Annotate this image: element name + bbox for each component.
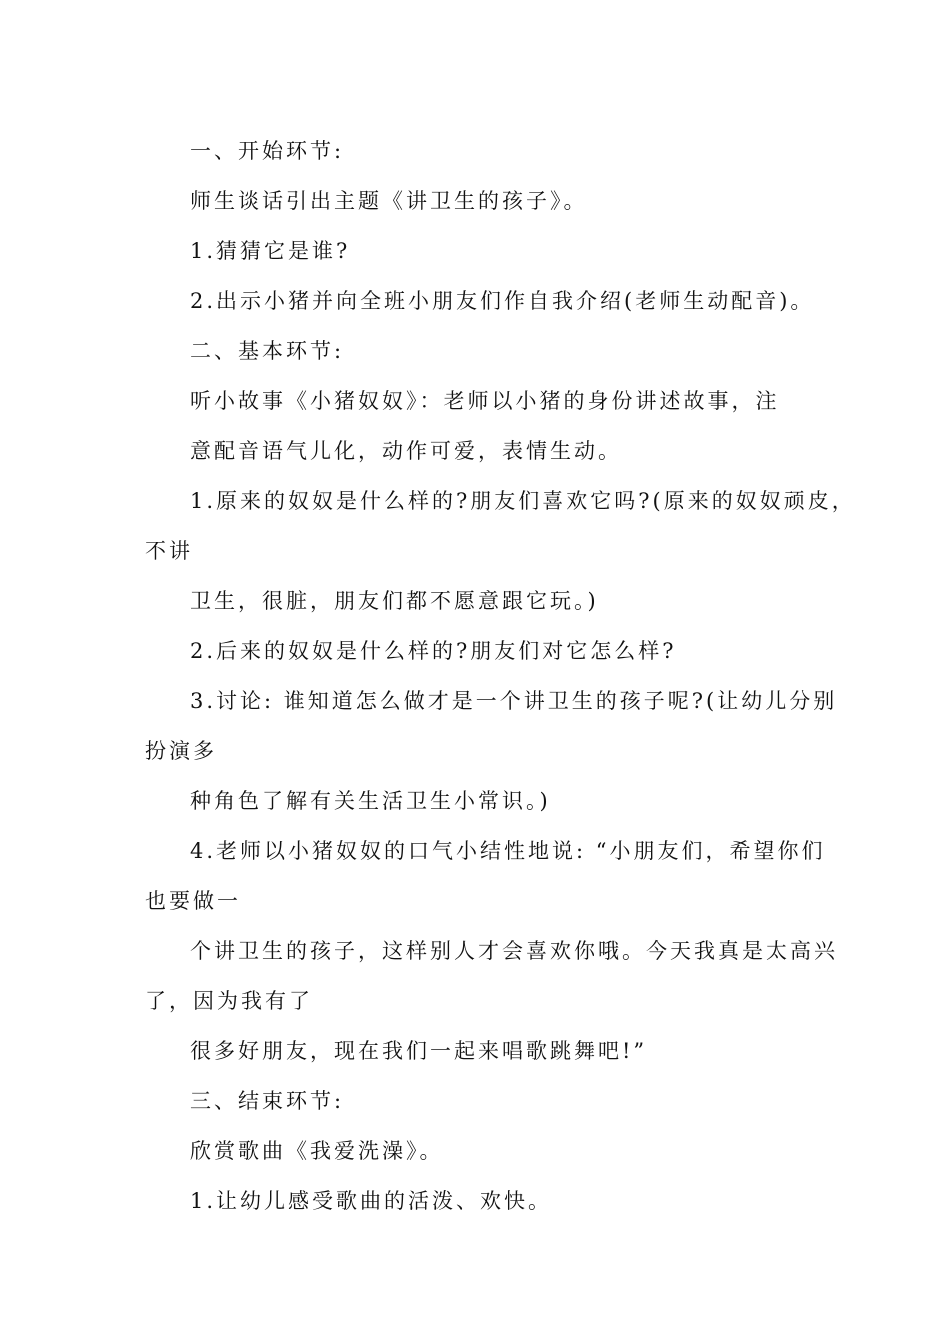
- list-item-line: 1.让幼儿感受歌曲的活泼、欢快。: [190, 1189, 553, 1213]
- section-heading-basic: 二、基本环节:: [190, 339, 345, 363]
- wrapped-line: 也要做一: [145, 889, 241, 913]
- wrapped-line: 了，因为我有了: [145, 989, 313, 1013]
- list-item-line: 1.原来的奴奴是什么样的?朋友们喜欢它吗?(原来的奴奴顽皮，: [190, 489, 856, 513]
- list-item-line: 4.老师以小猪奴奴的口气小结性地说: “小朋友们，希望你们: [190, 839, 826, 863]
- section-heading-end: 三、结束环节:: [190, 1089, 345, 1113]
- paragraph-line: 师生谈话引出主题《讲卫生的孩子》。: [190, 189, 588, 213]
- list-item-line: 2.后来的奴奴是什么样的?朋友们对它怎么样?: [190, 639, 677, 663]
- paragraph-line: 意配音语气儿化，动作可爱，表情生动。: [190, 439, 622, 463]
- list-item-line: 2.出示小猪并向全班小朋友们作自我介绍(老师生动配音)。: [190, 289, 815, 313]
- paragraph-line: 听小故事《小猪奴奴》：老师以小猪的身份讲述故事，注: [190, 389, 780, 413]
- section-heading-start: 一、开始环节:: [190, 139, 345, 163]
- wrapped-line: 不讲: [145, 539, 193, 563]
- paragraph-line: 个讲卫生的孩子，这样别人才会喜欢你哦。今天我真是太高兴: [190, 939, 838, 963]
- wrapped-line: 扮演多: [145, 739, 217, 763]
- list-item-line: 1.猜猜它是谁?: [190, 239, 351, 263]
- list-item-line: 3.讨论: 谁知道怎么做才是一个讲卫生的孩子呢?(让幼儿分别: [190, 689, 838, 713]
- paragraph-line: 种角色了解有关生活卫生小常识。): [190, 789, 551, 813]
- paragraph-line: 欣赏歌曲《我爱洗澡》。: [190, 1139, 444, 1163]
- paragraph-line: 很多好朋友，现在我们一起来唱歌跳舞吧!”: [190, 1039, 648, 1063]
- paragraph-line: 卫生，很脏，朋友们都不愿意跟它玩。): [190, 589, 599, 613]
